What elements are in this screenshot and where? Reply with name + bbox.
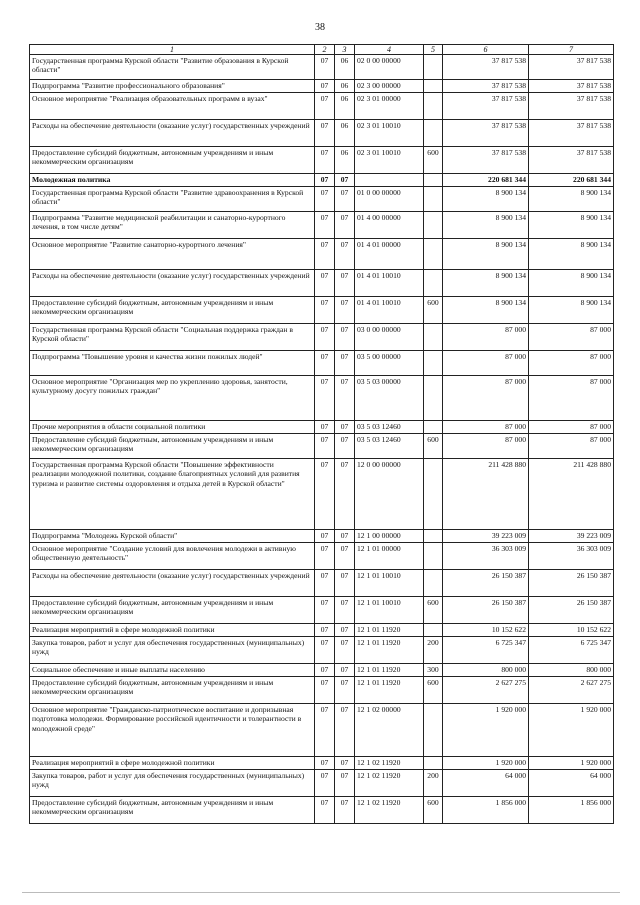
- table-row: [30, 80, 614, 93]
- subsection-code: 07: [335, 770, 355, 797]
- amount-year-1: 87 000: [443, 434, 529, 459]
- row-name: Расходы на обеспечение деятельности (оказание услуг) государственных учреждений: [30, 270, 315, 297]
- table-body: [30, 55, 614, 824]
- amount-year-1: 87 000: [443, 324, 529, 351]
- table-row: [30, 757, 614, 770]
- section-code: 07: [315, 351, 335, 376]
- row-name: Предоставление субсидий бюджетным, автономным учреждениям и иным некоммерческим организациям: [30, 597, 315, 624]
- section-code: 07: [315, 597, 335, 624]
- target-article-code: 01 4 00 00000: [355, 212, 424, 239]
- table-row: [30, 434, 614, 459]
- expense-type-code: [424, 270, 443, 297]
- amount-year-1: 8 900 134: [443, 187, 529, 212]
- target-article-code: 02 3 01 00000: [355, 93, 424, 120]
- table-row: [30, 770, 614, 797]
- budget-table: [29, 44, 614, 824]
- row-name: Реализация мероприятий в сфере молодежной политики: [30, 624, 315, 637]
- amount-year-2: 64 000: [529, 770, 614, 797]
- target-article-code: 12 1 02 11920: [355, 770, 424, 797]
- amount-year-2: 1 920 000: [529, 704, 614, 757]
- table-row: [30, 270, 614, 297]
- expense-type-code: [424, 174, 443, 187]
- row-name: Государственная программа Курской области "Развитие образования в Курской области": [30, 55, 315, 80]
- expense-type-code: [424, 459, 443, 530]
- amount-year-2: 1 920 000: [529, 757, 614, 770]
- subsection-code: 07: [335, 351, 355, 376]
- section-code: 07: [315, 324, 335, 351]
- amount-year-1: 800 000: [443, 664, 529, 677]
- subsection-code: 07: [335, 570, 355, 597]
- amount-year-1: 1 920 000: [443, 757, 529, 770]
- subsection-code: 07: [335, 297, 355, 324]
- table-row: [30, 677, 614, 704]
- row-name: Основное мероприятие "Создание условий для вовлечения молодежи в активную общественную деятельность": [30, 543, 315, 570]
- subsection-code: 06: [335, 147, 355, 174]
- amount-year-2: 10 152 622: [529, 624, 614, 637]
- row-name: Предоставление субсидий бюджетным, автономным учреждениям и иным некоммерческим организациям: [30, 147, 315, 174]
- row-name: Предоставление субсидий бюджетным, автономным учреждениям и иным некоммерческим организациям: [30, 434, 315, 459]
- subsection-code: 07: [335, 212, 355, 239]
- table-row: [30, 637, 614, 664]
- target-article-code: 01 0 00 00000: [355, 187, 424, 212]
- target-article-code: 03 0 00 00000: [355, 324, 424, 351]
- table-row: [30, 120, 614, 147]
- amount-year-2: 37 817 538: [529, 55, 614, 80]
- amount-year-1: 87 000: [443, 351, 529, 376]
- section-code: 07: [315, 270, 335, 297]
- target-article-code: 01 4 01 10010: [355, 270, 424, 297]
- expense-type-code: [424, 757, 443, 770]
- amount-year-1: 10 152 622: [443, 624, 529, 637]
- amount-year-2: 8 900 134: [529, 297, 614, 324]
- expense-type-code: [424, 93, 443, 120]
- expense-type-code: 600: [424, 677, 443, 704]
- section-code: 07: [315, 770, 335, 797]
- amount-year-1: 8 900 134: [443, 297, 529, 324]
- table-row: [30, 624, 614, 637]
- section-code: 07: [315, 239, 335, 270]
- row-name: Государственная программа Курской области "Повышение эффективности реализации молодежной политики, создание благоприятных условий для развития туризма и развитие системы оздоровления и отдыха детей в Курской области": [30, 459, 315, 530]
- subsection-code: 07: [335, 459, 355, 530]
- section-code: 07: [315, 664, 335, 677]
- table-row: [30, 664, 614, 677]
- row-name: Закупка товаров, работ и услуг для обеспечения государственных (муниципальных) нужд: [30, 637, 315, 664]
- expense-type-code: [424, 570, 443, 597]
- amount-year-2: 36 303 009: [529, 543, 614, 570]
- expense-type-code: [424, 80, 443, 93]
- table-row: [30, 187, 614, 212]
- table-row: [30, 704, 614, 757]
- section-code: 07: [315, 704, 335, 757]
- table-row: [30, 376, 614, 421]
- expense-type-code: [424, 239, 443, 270]
- amount-year-2: 87 000: [529, 351, 614, 376]
- amount-year-2: 39 223 009: [529, 530, 614, 543]
- section-code: 07: [315, 297, 335, 324]
- target-article-code: 03 5 03 12460: [355, 434, 424, 459]
- row-name: Основное мероприятие "Развитие санаторно-курортного лечения": [30, 239, 315, 270]
- row-name: Государственная программа Курской области "Развитие здравоохранения в Курской области": [30, 187, 315, 212]
- amount-year-1: 37 817 538: [443, 120, 529, 147]
- row-name: Молодежная политика: [30, 174, 315, 187]
- section-code: 07: [315, 376, 335, 421]
- row-name: Подпрограмма "Молодежь Курской области": [30, 530, 315, 543]
- expense-type-code: [424, 704, 443, 757]
- subsection-code: 07: [335, 324, 355, 351]
- section-code: 07: [315, 147, 335, 174]
- amount-year-2: 1 856 000: [529, 797, 614, 824]
- target-article-code: 12 0 00 00000: [355, 459, 424, 530]
- amount-year-2: 6 725 347: [529, 637, 614, 664]
- subsection-code: 07: [335, 376, 355, 421]
- expense-type-code: [424, 624, 443, 637]
- target-article-code: 01 4 01 00000: [355, 239, 424, 270]
- section-code: 07: [315, 543, 335, 570]
- table-row: [30, 530, 614, 543]
- target-article-code: 12 1 02 11920: [355, 757, 424, 770]
- amount-year-1: 64 000: [443, 770, 529, 797]
- section-code: 07: [315, 637, 335, 664]
- subsection-code: 07: [335, 174, 355, 187]
- amount-year-1: 8 900 134: [443, 212, 529, 239]
- amount-year-1: 39 223 009: [443, 530, 529, 543]
- amount-year-2: 26 150 387: [529, 570, 614, 597]
- subsection-code: 06: [335, 93, 355, 120]
- subsection-code: 07: [335, 421, 355, 434]
- subsection-code: 06: [335, 120, 355, 147]
- subsection-code: 07: [335, 677, 355, 704]
- section-code: 07: [315, 624, 335, 637]
- subsection-code: 07: [335, 597, 355, 624]
- amount-year-1: 26 150 387: [443, 570, 529, 597]
- section-code: 07: [315, 93, 335, 120]
- section-code: 07: [315, 677, 335, 704]
- expense-type-code: [424, 120, 443, 147]
- section-code: 07: [315, 421, 335, 434]
- amount-year-1: 1 856 000: [443, 797, 529, 824]
- column-header: 5: [424, 45, 443, 55]
- section-code: 07: [315, 797, 335, 824]
- table-row: [30, 597, 614, 624]
- subsection-code: 07: [335, 530, 355, 543]
- target-article-code: 01 4 01 10010: [355, 297, 424, 324]
- target-article-code: 12 1 01 11920: [355, 624, 424, 637]
- amount-year-2: 8 900 134: [529, 187, 614, 212]
- target-article-code: 02 3 01 10010: [355, 120, 424, 147]
- section-code: 07: [315, 570, 335, 597]
- amount-year-2: 211 428 880: [529, 459, 614, 530]
- target-article-code: 12 1 01 00000: [355, 543, 424, 570]
- target-article-code: 12 1 00 00000: [355, 530, 424, 543]
- amount-year-2: 87 000: [529, 434, 614, 459]
- column-header: 1: [30, 45, 315, 55]
- expense-type-code: [424, 421, 443, 434]
- amount-year-2: 37 817 538: [529, 80, 614, 93]
- expense-type-code: [424, 212, 443, 239]
- row-name: Подпрограмма "Повышение уровня и качества жизни пожилых людей": [30, 351, 315, 376]
- table-row: [30, 297, 614, 324]
- expense-type-code: [424, 324, 443, 351]
- amount-year-1: 6 725 347: [443, 637, 529, 664]
- section-code: 07: [315, 459, 335, 530]
- subsection-code: 07: [335, 664, 355, 677]
- subsection-code: 07: [335, 187, 355, 212]
- table-row: [30, 55, 614, 80]
- row-name: Расходы на обеспечение деятельности (оказание услуг) государственных учреждений: [30, 570, 315, 597]
- row-name: Прочие мероприятия в области социальной политики: [30, 421, 315, 434]
- amount-year-2: 220 681 344: [529, 174, 614, 187]
- amount-year-1: 37 817 538: [443, 147, 529, 174]
- table-row: [30, 543, 614, 570]
- amount-year-2: 800 000: [529, 664, 614, 677]
- target-article-code: 12 1 01 10010: [355, 570, 424, 597]
- target-article-code: 12 1 01 11920: [355, 677, 424, 704]
- row-name: Расходы на обеспечение деятельности (оказание услуг) государственных учреждений: [30, 120, 315, 147]
- row-name: Предоставление субсидий бюджетным, автономным учреждениям и иным некоммерческим организациям: [30, 297, 315, 324]
- table-row: [30, 351, 614, 376]
- table-row: [30, 174, 614, 187]
- section-code: 07: [315, 530, 335, 543]
- amount-year-2: 2 627 275: [529, 677, 614, 704]
- subsection-code: 06: [335, 55, 355, 80]
- subsection-code: 07: [335, 434, 355, 459]
- target-article-code: 12 1 01 10010: [355, 597, 424, 624]
- target-article-code: 02 3 00 00000: [355, 80, 424, 93]
- target-article-code: 03 5 00 00000: [355, 351, 424, 376]
- target-article-code: 12 1 02 11920: [355, 797, 424, 824]
- amount-year-2: 8 900 134: [529, 212, 614, 239]
- table-row: [30, 797, 614, 824]
- expense-type-code: 200: [424, 637, 443, 664]
- subsection-code: 07: [335, 757, 355, 770]
- expense-type-code: 600: [424, 297, 443, 324]
- target-article-code: 12 1 02 00000: [355, 704, 424, 757]
- expense-type-code: 600: [424, 597, 443, 624]
- amount-year-1: 37 817 538: [443, 93, 529, 120]
- target-article-code: 03 5 03 00000: [355, 376, 424, 421]
- expense-type-code: 600: [424, 797, 443, 824]
- expense-type-code: 600: [424, 147, 443, 174]
- expense-type-code: [424, 351, 443, 376]
- column-header: 2: [315, 45, 335, 55]
- column-header-row: [30, 45, 614, 55]
- expense-type-code: 300: [424, 664, 443, 677]
- row-name: Закупка товаров, работ и услуг для обеспечения государственных (муниципальных) нужд: [30, 770, 315, 797]
- amount-year-1: 220 681 344: [443, 174, 529, 187]
- row-name: Подпрограмма "Развитие медицинской реабилитации и санаторно-курортного лечения, в том числе детям": [30, 212, 315, 239]
- column-header: 7: [529, 45, 614, 55]
- amount-year-1: 2 627 275: [443, 677, 529, 704]
- row-name: Предоставление субсидий бюджетным, автономным учреждениям и иным некоммерческим организациям: [30, 677, 315, 704]
- section-code: 07: [315, 757, 335, 770]
- target-article-code: 02 0 00 00000: [355, 55, 424, 80]
- amount-year-2: 87 000: [529, 376, 614, 421]
- section-code: 07: [315, 55, 335, 80]
- row-name: Основное мероприятие "Гражданско-патриотическое воспитание и допризывная подготовка молодежи. Формирование российской идентичности и толерантности в молодежной среде": [30, 704, 315, 757]
- section-code: 07: [315, 187, 335, 212]
- amount-year-1: 87 000: [443, 376, 529, 421]
- subsection-code: 07: [335, 704, 355, 757]
- amount-year-2: 37 817 538: [529, 147, 614, 174]
- amount-year-2: 8 900 134: [529, 239, 614, 270]
- amount-year-2: 37 817 538: [529, 120, 614, 147]
- column-header: 3: [335, 45, 355, 55]
- amount-year-2: 87 000: [529, 324, 614, 351]
- amount-year-2: 87 000: [529, 421, 614, 434]
- section-code: 07: [315, 80, 335, 93]
- row-name: Подпрограмма "Развитие профессионального образования": [30, 80, 315, 93]
- amount-year-1: 1 920 000: [443, 704, 529, 757]
- target-article-code: 02 3 01 10010: [355, 147, 424, 174]
- subsection-code: 07: [335, 624, 355, 637]
- target-article-code: 12 1 01 11920: [355, 637, 424, 664]
- expense-type-code: 600: [424, 434, 443, 459]
- expense-type-code: [424, 530, 443, 543]
- amount-year-2: 37 817 538: [529, 93, 614, 120]
- amount-year-1: 211 428 880: [443, 459, 529, 530]
- amount-year-1: 8 900 134: [443, 270, 529, 297]
- column-header: 4: [355, 45, 424, 55]
- table-row: [30, 324, 614, 351]
- row-name: Реализация мероприятий в сфере молодежной политики: [30, 757, 315, 770]
- target-article-code: [355, 174, 424, 187]
- subsection-code: 07: [335, 239, 355, 270]
- subsection-code: 07: [335, 637, 355, 664]
- expense-type-code: [424, 187, 443, 212]
- section-code: 07: [315, 212, 335, 239]
- amount-year-1: 26 150 387: [443, 597, 529, 624]
- subsection-code: 07: [335, 270, 355, 297]
- page-number: 38: [315, 22, 325, 33]
- table-row: [30, 570, 614, 597]
- subsection-code: 07: [335, 543, 355, 570]
- amount-year-1: 87 000: [443, 421, 529, 434]
- table-row: [30, 212, 614, 239]
- expense-type-code: 200: [424, 770, 443, 797]
- table-row: [30, 93, 614, 120]
- section-code: 07: [315, 174, 335, 187]
- row-name: Основное мероприятие "Организация мер по укреплению здоровья, занятости, культурному досугу пожилых граждан": [30, 376, 315, 421]
- table-row: [30, 239, 614, 270]
- table-row: [30, 421, 614, 434]
- amount-year-1: 8 900 134: [443, 239, 529, 270]
- page-bottom-rule: [22, 892, 620, 893]
- expense-type-code: [424, 376, 443, 421]
- row-name: Основное мероприятие "Реализация образовательных программ в вузах": [30, 93, 315, 120]
- section-code: 07: [315, 434, 335, 459]
- amount-year-1: 36 303 009: [443, 543, 529, 570]
- amount-year-1: 37 817 538: [443, 80, 529, 93]
- table-row: [30, 459, 614, 530]
- expense-type-code: [424, 543, 443, 570]
- row-name: Государственная программа Курской области "Социальная поддержка граждан в Курской области": [30, 324, 315, 351]
- target-article-code: 12 1 01 11920: [355, 664, 424, 677]
- target-article-code: 03 5 03 12460: [355, 421, 424, 434]
- subsection-code: 07: [335, 797, 355, 824]
- subsection-code: 06: [335, 80, 355, 93]
- amount-year-2: 8 900 134: [529, 270, 614, 297]
- amount-year-2: 26 150 387: [529, 597, 614, 624]
- row-name: Социальное обеспечение и иные выплаты населению: [30, 664, 315, 677]
- expense-type-code: [424, 55, 443, 80]
- column-header: 6: [443, 45, 529, 55]
- section-code: 07: [315, 120, 335, 147]
- table-row: [30, 147, 614, 174]
- row-name: Предоставление субсидий бюджетным, автономным учреждениям и иным некоммерческим организациям: [30, 797, 315, 824]
- amount-year-1: 37 817 538: [443, 55, 529, 80]
